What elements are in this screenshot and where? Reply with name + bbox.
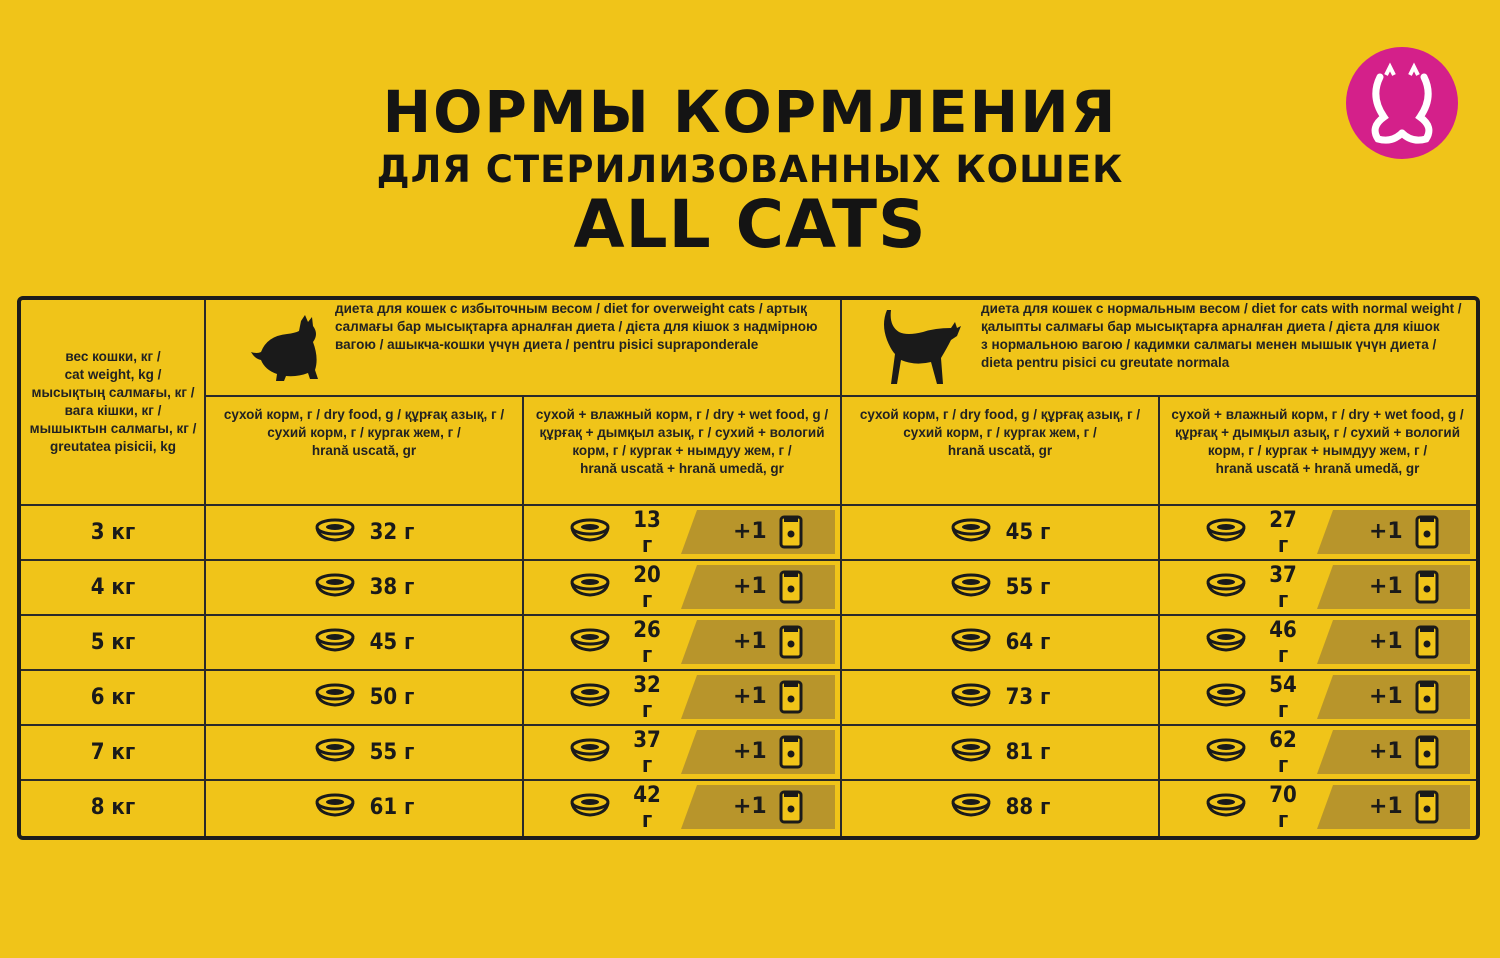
wet-pouch-count: +1 bbox=[1369, 574, 1403, 599]
header-line: құрғақ + дымқыл азық, г / сухий + вологий bbox=[539, 425, 825, 440]
header-line: мысықтың салмағы, кг / bbox=[31, 385, 195, 400]
food-bowl-icon bbox=[314, 793, 356, 823]
amount-value: 70 г bbox=[1269, 782, 1297, 833]
wet-pouch-count: +1 bbox=[1369, 519, 1403, 544]
dry-amount-cell bbox=[841, 781, 1159, 834]
food-bowl-icon bbox=[950, 573, 992, 603]
food-bowl-icon bbox=[569, 793, 611, 823]
food-bowl-icon bbox=[314, 518, 356, 548]
food-bowl-icon bbox=[1205, 793, 1247, 823]
food-bowl-icon bbox=[314, 738, 356, 768]
wet-food-pouch-icon bbox=[1415, 570, 1439, 609]
dry-wet-amount-cell bbox=[1205, 616, 1305, 669]
food-bowl-icon bbox=[950, 518, 992, 548]
wet-food-pouch-icon bbox=[1415, 790, 1439, 829]
food-bowl-icon bbox=[1205, 573, 1247, 603]
header-line: hrană uscată + hrană umedă, gr bbox=[580, 461, 784, 476]
wet-pouch-count: +1 bbox=[733, 794, 767, 819]
wet-pouch-count: +1 bbox=[1369, 684, 1403, 709]
food-bowl-icon bbox=[569, 683, 611, 713]
food-bowl-icon bbox=[1205, 738, 1247, 768]
weight-cell: 5 кг bbox=[90, 630, 136, 655]
wet-pouch-count: +1 bbox=[733, 684, 767, 709]
wet-food-pouch-icon bbox=[779, 680, 803, 719]
dry-wet-food-header bbox=[1163, 406, 1472, 496]
dry-amount-cell bbox=[841, 561, 1159, 614]
header-line: сухой корм, г / dry food, g / құрғақ азық, г / bbox=[859, 407, 1141, 422]
header-line: диета для кошек с нормальным весом / diet for cats with normal weight / bbox=[981, 301, 1462, 316]
dry-food-header bbox=[845, 406, 1155, 496]
wet-food-pouch-icon bbox=[779, 515, 803, 554]
food-bowl-icon bbox=[569, 628, 611, 658]
food-bowl-icon bbox=[1205, 518, 1247, 548]
page-subtitle: ДЛЯ СТЕРИЛИЗОВАННЫХ КОШЕК bbox=[376, 148, 1124, 191]
dry-amount-cell bbox=[841, 726, 1159, 779]
wet-pouch-count: +1 bbox=[1369, 794, 1403, 819]
header-line: dieta pentru pisici cu greutate normala bbox=[981, 355, 1230, 370]
header-line: корм, г / кургак + нымдуу жем, г / bbox=[1207, 443, 1428, 458]
dry-wet-amount-cell bbox=[1205, 561, 1305, 614]
header-line: салмағы бар мысықтарға арналған диета / дієта для кішок з надмірною bbox=[335, 319, 818, 334]
weight-column-header bbox=[21, 300, 205, 504]
header-line: greutatea pisicii, kg bbox=[49, 439, 177, 454]
dry-wet-amount-cell bbox=[569, 561, 669, 614]
normal-weight-diet-label bbox=[981, 300, 1466, 396]
dry-amount-cell bbox=[205, 781, 523, 834]
amount-value: 37 г bbox=[1269, 562, 1297, 613]
amount-value: 46 г bbox=[1269, 617, 1297, 668]
dry-wet-amount-cell bbox=[1205, 671, 1305, 724]
page-title: НОРМЫ КОРМЛЕНИЯ bbox=[382, 78, 1118, 146]
wet-food-pouch-icon bbox=[779, 625, 803, 664]
amount-value: 45 г bbox=[1005, 520, 1051, 545]
dry-amount-cell bbox=[841, 671, 1159, 724]
product-name: ALL CATS bbox=[573, 186, 927, 263]
amount-value: 55 г bbox=[1005, 575, 1051, 600]
food-bowl-icon bbox=[569, 573, 611, 603]
header-line: диета для кошек с избыточным весом / diet for overweight cats / артық bbox=[335, 301, 807, 316]
header-line: hrană uscată + hrană umedă, gr bbox=[1215, 461, 1420, 476]
dry-amount-cell bbox=[205, 561, 523, 614]
weight-cell: 8 кг bbox=[90, 795, 136, 820]
weight-cell: 3 кг bbox=[90, 520, 136, 545]
dry-amount-cell bbox=[205, 616, 523, 669]
header-line: сухой корм, г / dry food, g / құрғақ азық, г / bbox=[223, 407, 505, 422]
amount-value: 27 г bbox=[1269, 507, 1297, 558]
food-bowl-icon bbox=[950, 738, 992, 768]
dry-wet-amount-cell bbox=[569, 671, 669, 724]
dry-amount-cell bbox=[841, 616, 1159, 669]
wet-food-pouch-icon bbox=[1415, 680, 1439, 719]
dry-amount-cell bbox=[205, 671, 523, 724]
amount-value: 50 г bbox=[369, 685, 415, 710]
wet-food-pouch-icon bbox=[1415, 625, 1439, 664]
wet-pouch-count: +1 bbox=[1369, 629, 1403, 654]
dry-food-header bbox=[209, 406, 519, 496]
food-bowl-icon bbox=[569, 738, 611, 768]
header-line: вага кішки, кг / bbox=[64, 403, 162, 418]
amount-value: 73 г bbox=[1005, 685, 1051, 710]
dry-wet-amount-cell bbox=[1205, 726, 1305, 779]
food-bowl-icon bbox=[314, 573, 356, 603]
header-line: мышыктын салмагы, кг / bbox=[29, 421, 197, 436]
header-line: құрғақ + дымқыл азық, г / сухий + вологий bbox=[1174, 425, 1461, 440]
food-bowl-icon bbox=[314, 628, 356, 658]
feeding-table bbox=[17, 296, 1480, 840]
dry-wet-amount-cell bbox=[1205, 781, 1305, 834]
wet-pouch-count: +1 bbox=[1369, 739, 1403, 764]
wet-pouch-count: +1 bbox=[733, 629, 767, 654]
wet-pouch-count: +1 bbox=[733, 519, 767, 544]
amount-value: 62 г bbox=[1269, 727, 1297, 778]
food-bowl-icon bbox=[950, 793, 992, 823]
wet-food-pouch-icon bbox=[1415, 515, 1439, 554]
header-line: қалыпты салмағы бар мысықтарға арналған диета / дієта для кішок bbox=[981, 319, 1440, 334]
header-line: вагою / ашыкча-кошки үчүн диета / pentru pisici supraponderale bbox=[335, 337, 759, 352]
food-bowl-icon bbox=[1205, 683, 1247, 713]
dry-wet-amount-cell bbox=[569, 616, 669, 669]
amount-value: 26 г bbox=[633, 617, 661, 668]
dry-wet-amount-cell bbox=[1205, 506, 1305, 559]
header-line: корм, г / кургак + нымдуу жем, г / bbox=[572, 443, 792, 458]
header-line: сухой + влажный корм, г / dry + wet food, g / bbox=[535, 407, 829, 422]
header-line: сухой + влажный корм, г / dry + wet food, g / bbox=[1171, 407, 1464, 422]
amount-value: 54 г bbox=[1269, 672, 1297, 723]
overweight-diet-label bbox=[335, 300, 831, 396]
amount-value: 81 г bbox=[1005, 740, 1051, 765]
amount-value: 61 г bbox=[369, 795, 415, 820]
amount-value: 32 г bbox=[369, 520, 415, 545]
normal-cat-icon bbox=[869, 306, 969, 390]
header-line: hrană uscată, gr bbox=[311, 443, 417, 458]
overweight-cat-icon bbox=[233, 306, 333, 390]
amount-value: 55 г bbox=[369, 740, 415, 765]
header-line: вес кошки, кг / bbox=[65, 349, 161, 364]
weight-cell: 4 кг bbox=[90, 575, 136, 600]
wet-food-pouch-icon bbox=[779, 570, 803, 609]
amount-value: 13 г bbox=[633, 507, 661, 558]
wet-pouch-count: +1 bbox=[733, 574, 767, 599]
dry-amount-cell bbox=[841, 506, 1159, 559]
header-line: hrană uscată, gr bbox=[947, 443, 1053, 458]
dry-wet-amount-cell bbox=[569, 781, 669, 834]
amount-value: 88 г bbox=[1005, 795, 1051, 820]
food-bowl-icon bbox=[314, 683, 356, 713]
wet-food-pouch-icon bbox=[779, 790, 803, 829]
amount-value: 37 г bbox=[633, 727, 661, 778]
food-bowl-icon bbox=[950, 628, 992, 658]
wet-pouch-count: +1 bbox=[733, 739, 767, 764]
dry-amount-cell bbox=[205, 726, 523, 779]
food-bowl-icon bbox=[950, 683, 992, 713]
amount-value: 38 г bbox=[369, 575, 415, 600]
weight-cell: 7 кг bbox=[90, 740, 136, 765]
amount-value: 20 г bbox=[633, 562, 661, 613]
weight-cell: 6 кг bbox=[90, 685, 136, 710]
amount-value: 64 г bbox=[1005, 630, 1051, 655]
dry-wet-amount-cell bbox=[569, 506, 669, 559]
header-line: cat weight, kg / bbox=[64, 367, 162, 382]
header-line: сухий корм, г / кургак жем, г / bbox=[267, 425, 461, 440]
amount-value: 32 г bbox=[633, 672, 661, 723]
amount-value: 42 г bbox=[633, 782, 661, 833]
dry-amount-cell bbox=[205, 506, 523, 559]
cat-pair-logo-icon bbox=[1346, 47, 1458, 159]
wet-food-pouch-icon bbox=[1415, 735, 1439, 774]
food-bowl-icon bbox=[569, 518, 611, 548]
dry-wet-amount-cell bbox=[569, 726, 669, 779]
wet-food-pouch-icon bbox=[779, 735, 803, 774]
food-bowl-icon bbox=[1205, 628, 1247, 658]
header-line: сухий корм, г / кургак жем, г / bbox=[903, 425, 1097, 440]
dry-wet-food-header bbox=[527, 406, 837, 496]
header-line: з нормальною вагою / кадимки салмагы менен мышык үчүн диета / bbox=[981, 337, 1437, 352]
amount-value: 45 г bbox=[369, 630, 415, 655]
